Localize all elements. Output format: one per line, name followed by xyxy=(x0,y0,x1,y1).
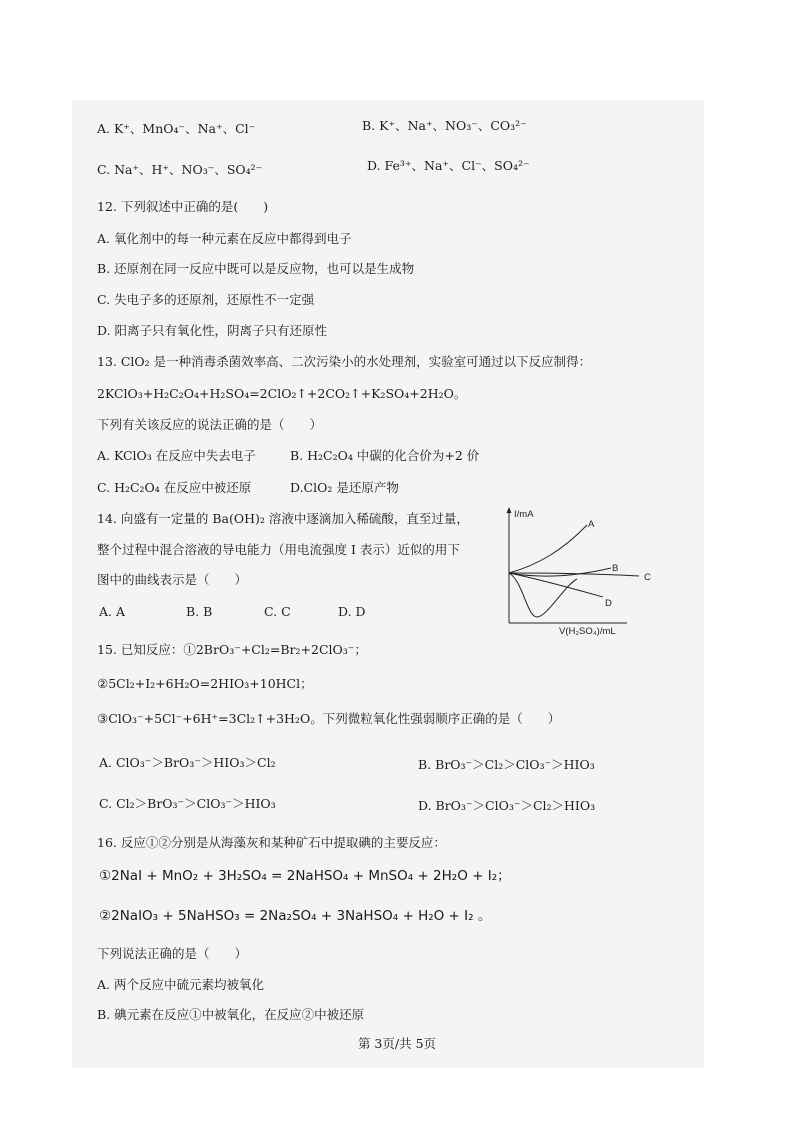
q15-option-d: D. BrO₃⁻＞ClO₃⁻＞Cl₂＞HIO₃ xyxy=(418,798,596,813)
curve-b xyxy=(509,568,611,576)
page-number: 第 3页/共 5页 xyxy=(357,1036,437,1051)
q15-line-3: ③ClO₃⁻+5Cl⁻+6H⁺=3Cl₂↑+3H₂O。下列微粒氧化性强弱顺序正确的是（ ） xyxy=(97,711,561,726)
q12-option-b: B. 还原剂在同一反应中既可以是反应物，也可以是生成物 xyxy=(97,261,415,276)
q11-option-d: D. Fe³⁺、Na⁺、Cl⁻、SO₄²⁻ xyxy=(367,158,530,173)
y-axis-arrow xyxy=(507,507,512,513)
q14-option-a: A. A xyxy=(99,604,126,619)
q12-stem: 12. 下列叙述中正确的是( ) xyxy=(97,199,269,214)
y-axis-label: I/mA xyxy=(514,509,534,520)
q14-option-d: D. D xyxy=(338,604,366,619)
q16-equation-2: ②2NaIO₃ + 5NaHSO₃ = 2Na₂SO₄ + 3NaHSO₄ + H₂O + I₂ 。 xyxy=(99,908,492,924)
q16-option-b: B. 碘元素在反应①中被氧化，在反应②中被还原 xyxy=(97,1007,365,1022)
curve-d-label: D xyxy=(605,598,612,609)
curve-b-label: B xyxy=(612,563,619,574)
q15-option-b: B. BrO₃⁻＞Cl₂＞ClO₃⁻＞HIO₃ xyxy=(418,757,595,772)
q15-line-1: 15. 已知反应：①2BrO₃⁻+Cl₂=Br₂+2ClO₃⁻； xyxy=(97,642,367,657)
conductivity-graph xyxy=(493,505,663,637)
curve-a xyxy=(509,525,587,573)
q12-option-d: D. 阳离子只有氧化性，阴离子只有还原性 xyxy=(97,323,328,338)
curve-c-label: C xyxy=(644,572,651,583)
q13-option-d: D.ClO₂ 是还原产物 xyxy=(290,480,399,495)
q15-option-c: C. Cl₂＞BrO₃⁻＞ClO₃⁻＞HIO₃ xyxy=(99,796,276,811)
q15-line-2: ②5Cl₂+I₂+6H₂O=2HIO₃+10HCl； xyxy=(97,676,313,691)
q11-option-c: C. Na⁺、H⁺、NO₃⁻、SO₄²⁻ xyxy=(97,162,263,177)
q13-equation: 2KClO₃+H₂C₂O₄+H₂SO₄=2ClO₂↑+2CO₂↑+K₂SO₄+2H₂O。 xyxy=(97,386,467,401)
q14-line-1: 14. 向盛有一定量的 Ba(OH)₂ 溶液中逐滴加入稀硫酸，直至过量， xyxy=(97,511,469,526)
q16-equation-1: ①2NaI + MnO₂ + 3H₂SO₄ = 2NaHSO₄ + MnSO₄ + 2H₂O + I₂； xyxy=(99,868,511,884)
q13-option-c: C. H₂C₂O₄ 在反应中被还原 xyxy=(97,480,252,495)
q13-prompt: 下列有关该反应的说法正确的是（ ） xyxy=(97,417,323,432)
q16-stem: 16. 反应①②分别是从海藻灰和某种矿石中提取碘的主要反应： xyxy=(97,835,446,850)
q11-option-b: B. K⁺、Na⁺、NO₃⁻、CO₃²⁻ xyxy=(362,118,527,133)
q11-option-a: A. K⁺、MnO₄⁻、Na⁺、Cl⁻ xyxy=(97,121,256,136)
q13-stem: 13. ClO₂ 是一种消毒杀菌效率高、二次污染小的水处理剂，实验室可通过以下反应制得： xyxy=(97,354,592,369)
curve-a-label: A xyxy=(588,519,595,530)
q14-line-2: 整个过程中混合溶液的导电能力（用电流强度 I 表示）近似的用下 xyxy=(97,542,460,557)
q13-option-a: A. KClO₃ 在反应中失去电子 xyxy=(97,448,256,463)
q16-prompt: 下列说法正确的是（ ） xyxy=(97,946,248,961)
q14-option-b: B. B xyxy=(186,604,213,619)
q14-option-c: C. C xyxy=(264,604,291,619)
q15-option-a: A. ClO₃⁻＞BrO₃⁻＞HIO₃＞Cl₂ xyxy=(99,755,276,770)
q14-line-3: 图中的曲线表示是（ ） xyxy=(97,572,248,587)
curve-dip xyxy=(509,573,577,617)
q13-option-b: B. H₂C₂O₄ 中碳的化合价为+2 价 xyxy=(290,448,480,463)
q12-option-c: C. 失电子多的还原剂，还原性不一定强 xyxy=(97,292,315,307)
q16-option-a: A. 两个反应中硫元素均被氧化 xyxy=(97,977,264,992)
q12-option-a: A. 氧化剂中的每一种元素在反应中都得到电子 xyxy=(97,231,352,246)
x-axis-label: V(H₂SO₄)/mL xyxy=(559,626,616,637)
